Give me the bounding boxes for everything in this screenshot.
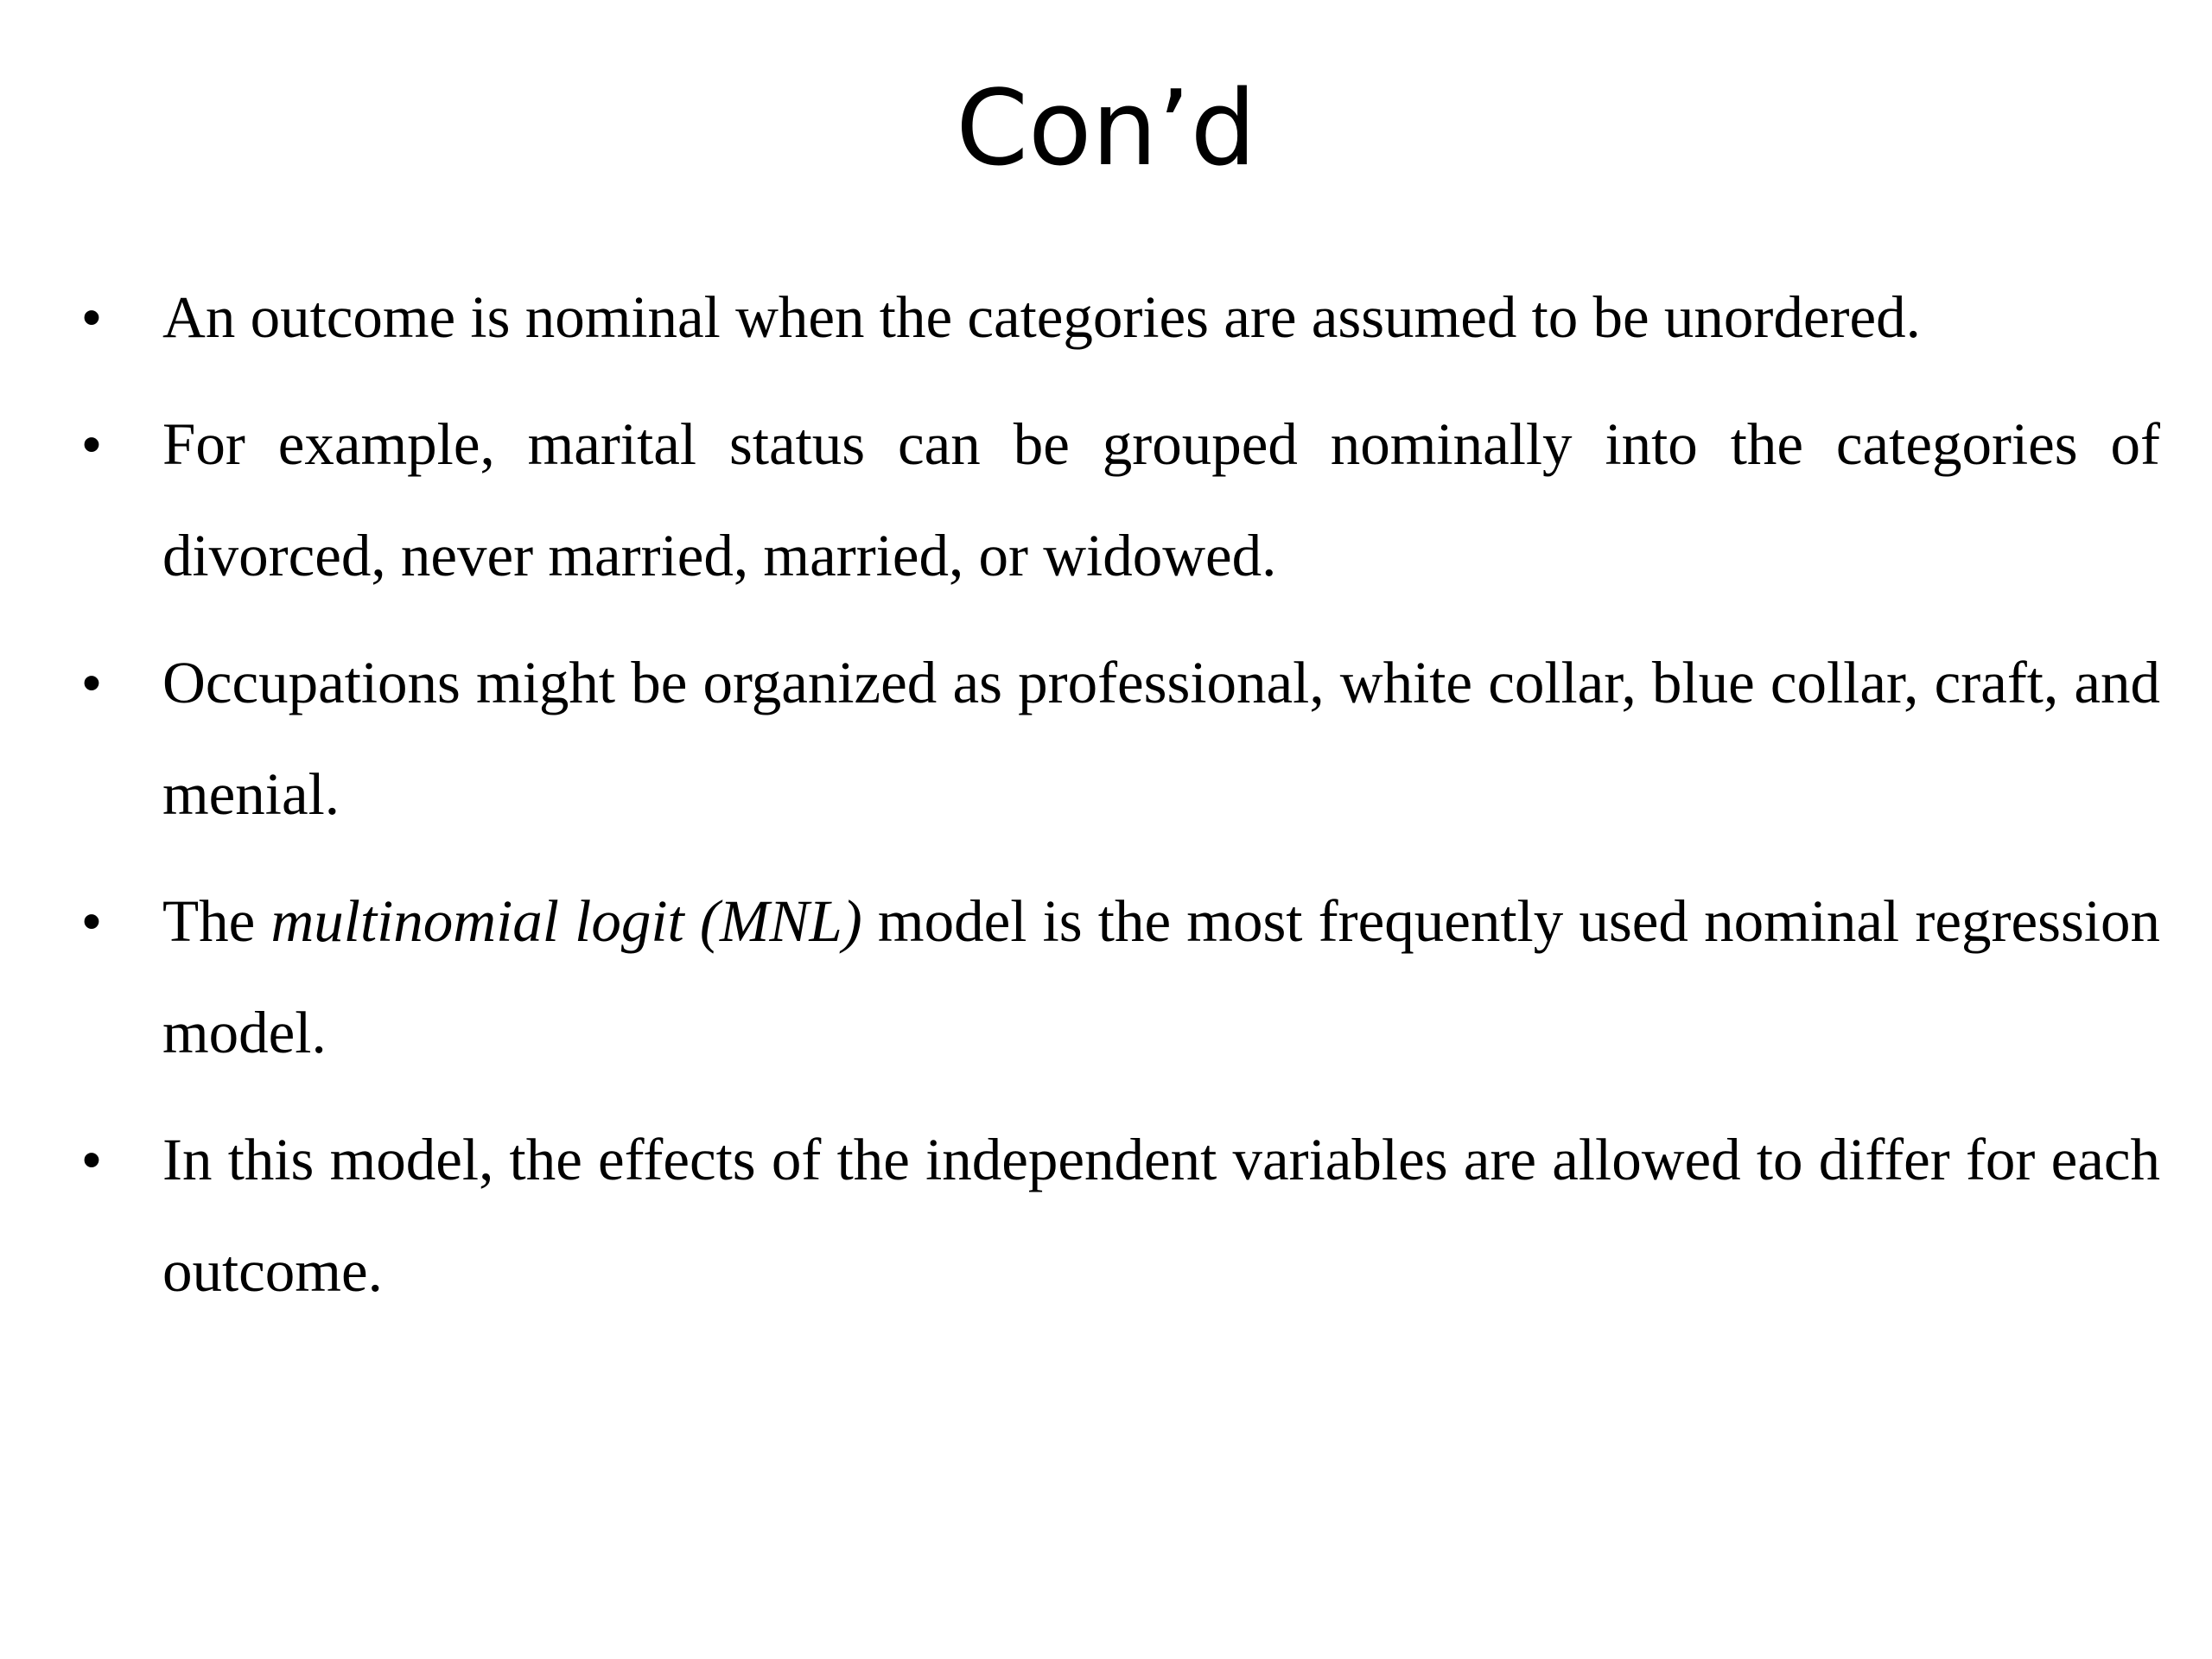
bullet-dot-icon: • <box>82 653 101 713</box>
bullet-text-before: The <box>162 888 271 954</box>
bullet-text: For example, marital status can be grouped nominally into the categories of divorced, never married, married, or widowed. <box>162 411 2160 588</box>
bullet-dot-icon: • <box>82 1130 101 1190</box>
emphasized-term: multinomial logit (MNL) <box>270 888 862 954</box>
bullet-dot-icon: • <box>82 415 101 474</box>
bullet-item <box>0 262 2212 373</box>
bullet-text: An outcome is nominal when the categories are assumed to be unordered. <box>162 284 1921 350</box>
bullet-item <box>0 389 2212 612</box>
bullet-dot-icon: • <box>82 288 101 347</box>
bullet-item <box>0 866 2212 1089</box>
bullet-item <box>0 1104 2212 1327</box>
bullet-text: In this model, the effects of the independent variables are allowed to differ for each outcome. <box>162 1127 2160 1304</box>
slide-title: Con’d <box>956 69 1256 189</box>
bullet-item <box>0 627 2212 850</box>
bullet-text: Occupations might be organized as professional, white collar, blue collar, craft, and menial. <box>162 650 2160 827</box>
bullet-list <box>0 262 2212 1343</box>
bullet-dot-icon: • <box>82 892 101 951</box>
bullet-text-after: model is the most frequently used nominal regression model. <box>162 888 2160 1065</box>
